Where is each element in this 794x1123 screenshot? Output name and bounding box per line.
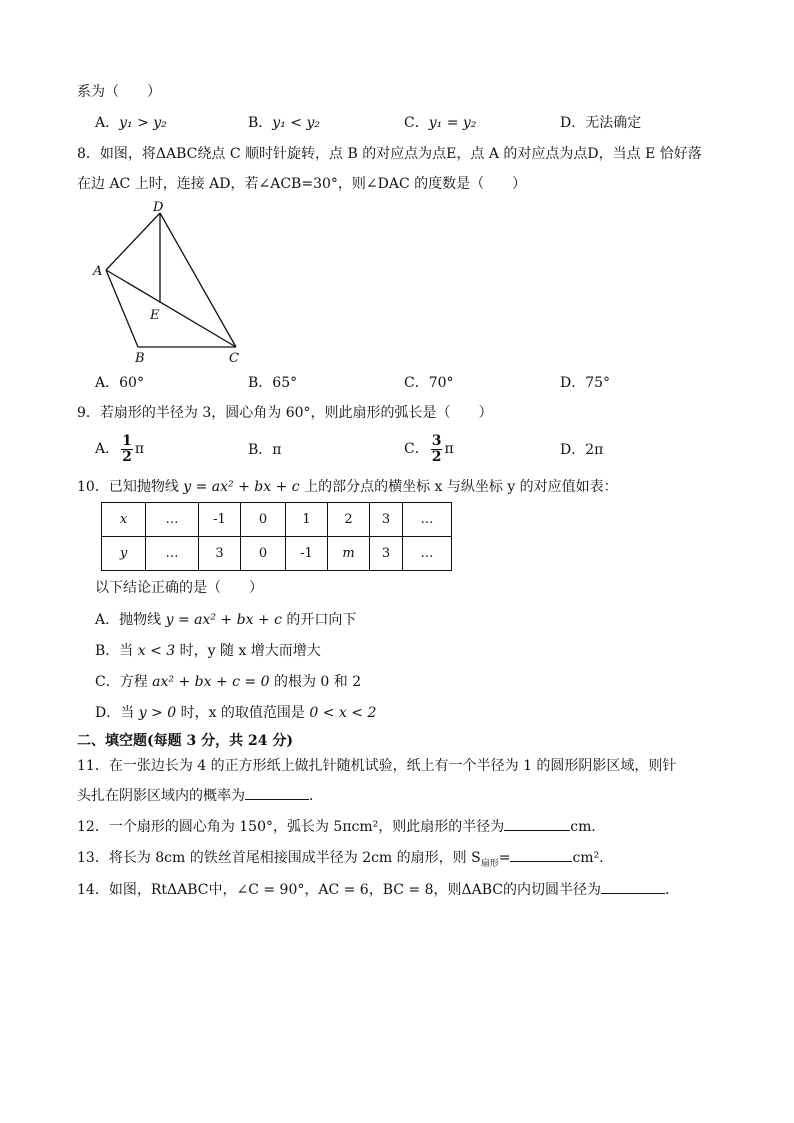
option-suffix: π [444, 441, 454, 457]
option-letter: D． [560, 115, 586, 131]
answer-blank [245, 799, 309, 800]
q8-triangle-figure [90, 198, 250, 368]
fraction [431, 434, 443, 465]
option-letter: C． [404, 441, 429, 457]
option-pre: 方程 [119, 674, 153, 690]
option-formula: y > 0 [138, 705, 177, 721]
q13-stem [77, 848, 604, 874]
q9-option-c [404, 433, 454, 465]
q13-post: cm². [572, 850, 604, 866]
table-cell: 1 [286, 503, 328, 537]
q9-option-d [560, 440, 603, 460]
q8-option-c [404, 373, 454, 393]
q14-post: ． [665, 882, 679, 898]
option-letter: A． [95, 441, 120, 457]
q10-option-c [95, 672, 361, 692]
option-text: 75° [585, 375, 611, 391]
q8-option-d [560, 373, 610, 393]
section-heading: 二、填空题(每题 3 分，共 24 分) [77, 733, 293, 749]
table-row [102, 537, 452, 571]
option-post: 的根为 0 和 2 [269, 674, 362, 690]
q11-line2-post: ． [309, 788, 323, 804]
fraction [121, 434, 133, 465]
table-cell: 0 [241, 537, 286, 571]
table-cell: -1 [199, 503, 241, 537]
q10-value-table [101, 502, 452, 571]
q10-lead: 以下结论正确的是（ ） [95, 580, 263, 596]
q11-stem-line2 [77, 786, 323, 806]
option-text: 65° [272, 375, 298, 391]
q12-pre: 12．一个扇形的圆心角为 150°，弧长为 5πcm²，则此扇形的半径为 [77, 819, 505, 835]
option-letter: D． [560, 442, 586, 458]
table-row [102, 503, 452, 537]
q11-line2-pre: 头扎在阴影区域内的概率为 [77, 788, 245, 804]
q8-stem-line1: 8．如图，将ΔABC绕点 C 顺时针旋转，点 B 的对应点为点E，点 A 的对应点为点D，当点 E 恰好落 [77, 146, 702, 162]
q7-stem-tail: 系为（ ） [77, 84, 161, 100]
option-text: y₁ = y₂ [428, 115, 477, 131]
label-a: A [93, 264, 103, 279]
option-letter: D． [560, 375, 586, 391]
option-formula-2: 0 < x < 2 [309, 705, 377, 721]
option-letter: B． [95, 643, 120, 659]
option-formula: y = ax² + bx + c [165, 612, 282, 628]
option-text: y₁ > y₂ [119, 115, 167, 131]
segment-ad [106, 213, 160, 270]
option-letter: A． [95, 375, 120, 391]
answer-blank [601, 893, 665, 894]
table-cell: … [146, 537, 199, 571]
option-letter: A． [95, 612, 120, 628]
table-cell: 3 [370, 537, 403, 571]
q8-stem-line2: 在边 AC 上时，连接 AD，若∠ACB=30°，则∠DAC 的度数是（ ） [77, 176, 527, 192]
option-letter: D． [95, 705, 121, 721]
option-pre: 当 [119, 643, 138, 659]
answer-blank [510, 861, 572, 862]
q11-stem-line1: 11．在一张边长为 4 的正方形纸上做扎针随机试验，纸上有一个半径为 1 的圆形阴影区域，则针 [77, 758, 677, 774]
option-letter: B． [248, 442, 273, 458]
q8-option-b [248, 373, 297, 393]
q7-option-d [560, 113, 641, 133]
q10-stem-formula: y = ax² + bx + c [183, 479, 300, 495]
q7-option-b [248, 113, 320, 133]
option-post: 时，y 随 x 增大而增大 [175, 643, 321, 659]
table-cell: m [328, 537, 370, 571]
option-letter: B． [248, 115, 273, 131]
option-suffix: π [134, 441, 145, 457]
q10-stem [77, 477, 618, 497]
q10-option-a [95, 610, 356, 630]
q8-option-a [95, 373, 144, 393]
q12-post: cm． [570, 819, 606, 835]
table-cell: … [403, 503, 452, 537]
q12-stem [77, 817, 605, 837]
q9-stem: 9．若扇形的半径为 3，圆心角为 60°，则此扇形的弧长是（ ） [77, 405, 493, 421]
segment-ac [106, 270, 236, 347]
label-b: B [135, 351, 145, 366]
fraction-denominator: 2 [122, 448, 132, 465]
table-cell: -1 [286, 537, 328, 571]
option-pre: 当 [120, 705, 139, 721]
option-formula: x < 3 [137, 643, 176, 659]
option-post: 的开口向下 [281, 612, 357, 628]
option-pre: 抛物线 [119, 612, 166, 628]
fraction-numerator: 3 [431, 432, 442, 449]
option-text: 2π [585, 442, 604, 458]
q13-pre: 13．将长为 8cm 的铁丝首尾相接围成半径为 2cm 的扇形，则 S [77, 850, 481, 866]
option-text: π [272, 442, 282, 458]
option-text: y₁ < y₂ [272, 115, 320, 131]
option-formula: ax² + bx + c = 0 [152, 674, 270, 690]
table-cell: y [102, 537, 146, 571]
q9-option-a [95, 433, 144, 465]
label-d: D [153, 200, 164, 215]
q10-stem-pre: 10．已知抛物线 [77, 479, 184, 495]
q14-pre: 14．如图，RtΔABC中，∠C = 90°，AC = 6，BC = 8，则ΔABC的内切圆半径为 [77, 882, 601, 898]
table-cell: … [146, 503, 199, 537]
option-text: 70° [428, 375, 454, 391]
q7-option-a [95, 113, 167, 133]
q13-subscript: 扇形 [480, 858, 499, 869]
option-letter: C． [404, 115, 429, 131]
label-c: C [229, 351, 239, 366]
segment-ab [106, 270, 138, 347]
q10-option-b [95, 641, 321, 661]
table-cell: … [403, 537, 452, 571]
option-text: 无法确定 [585, 115, 642, 131]
q7-option-c [404, 113, 476, 133]
option-letter: C． [95, 674, 120, 690]
q10-option-d [95, 703, 376, 723]
segment-dc [160, 213, 236, 347]
answer-blank [504, 830, 570, 831]
label-e: E [150, 308, 160, 323]
option-post: 时，x 的取值范围是 [176, 705, 310, 721]
q13-eq: = [498, 850, 511, 866]
option-text: 60° [119, 375, 144, 391]
table-cell: 3 [370, 503, 403, 537]
table-cell: 3 [199, 537, 241, 571]
q9-option-b [248, 440, 282, 460]
table-cell: 0 [241, 503, 286, 537]
option-letter: B． [248, 375, 273, 391]
fraction-denominator: 2 [431, 448, 442, 465]
option-letter: C． [404, 375, 429, 391]
q10-stem-post: 上的部分点的横坐标 x 与纵坐标 y 的对应值如表： [299, 479, 618, 495]
table-cell: 2 [328, 503, 370, 537]
q14-stem [77, 880, 679, 900]
fraction-numerator: 1 [122, 432, 132, 449]
table-cell: x [102, 503, 146, 537]
option-letter: A． [95, 115, 120, 131]
